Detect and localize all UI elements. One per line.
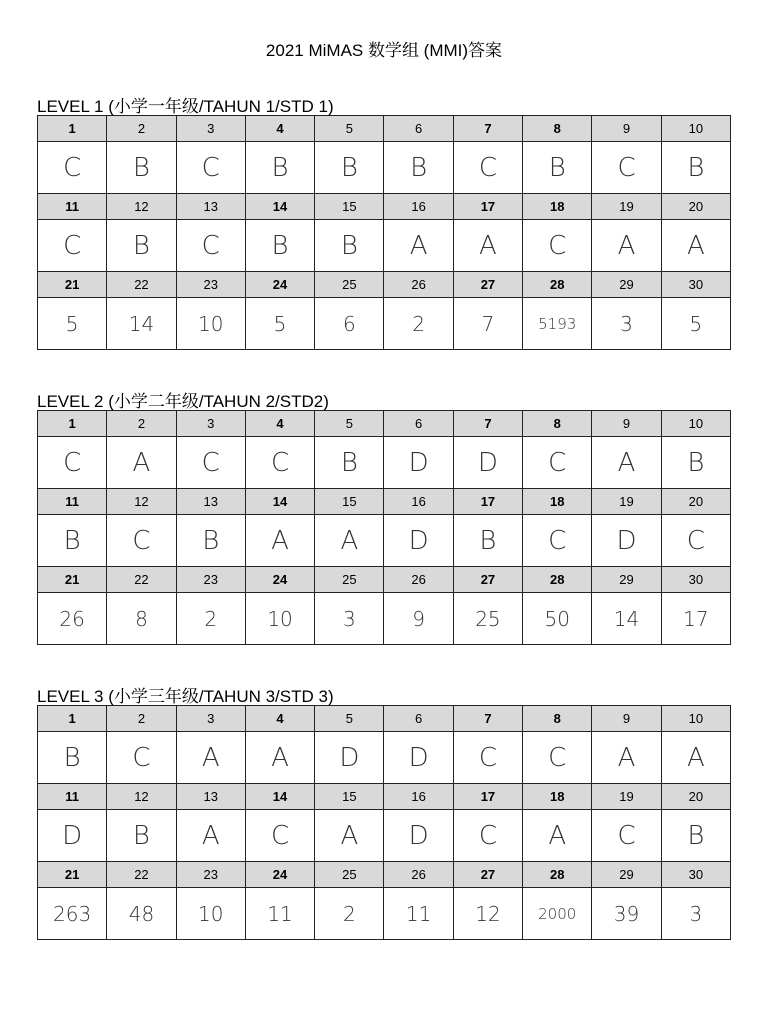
question-number-cell: 25 [315, 862, 384, 888]
question-number-cell: 29 [592, 862, 661, 888]
question-number-cell: 10 [661, 411, 730, 437]
question-number-cell: 10 [661, 116, 730, 142]
answer-row [38, 298, 731, 350]
answer-cell: B [38, 732, 107, 784]
answer-cell: 8 [107, 593, 176, 645]
answer-cell: C [453, 810, 522, 862]
answer-cell: A [315, 515, 384, 567]
answer-table [37, 705, 731, 940]
question-number-cell: 1 [38, 706, 107, 732]
answer-cell: 50 [523, 593, 592, 645]
answer-row [38, 888, 731, 940]
question-number-cell: 14 [245, 194, 314, 220]
question-number-cell: 10 [661, 706, 730, 732]
question-number-cell: 24 [245, 862, 314, 888]
answer-cell: A [176, 810, 245, 862]
question-number-cell: 25 [315, 272, 384, 298]
answer-cell: 7 [453, 298, 522, 350]
question-number-cell: 8 [523, 706, 592, 732]
answer-cell: A [384, 220, 453, 272]
question-number-cell: 8 [523, 411, 592, 437]
question-number-cell: 16 [384, 489, 453, 515]
answer-cell: 11 [245, 888, 314, 940]
question-number-cell: 14 [245, 784, 314, 810]
question-number-cell: 1 [38, 116, 107, 142]
question-number-row [38, 784, 731, 810]
question-number-cell: 5 [315, 116, 384, 142]
answer-row [38, 732, 731, 784]
question-number-cell: 23 [176, 272, 245, 298]
answer-cell: D [384, 810, 453, 862]
question-number-cell: 20 [661, 784, 730, 810]
question-number-cell: 22 [107, 567, 176, 593]
answer-cell: 14 [107, 298, 176, 350]
answer-cell: C [38, 142, 107, 194]
question-number-cell: 3 [176, 411, 245, 437]
question-number-row [38, 116, 731, 142]
answer-cell: D [384, 515, 453, 567]
question-number-cell: 20 [661, 489, 730, 515]
question-number-cell: 5 [315, 411, 384, 437]
question-number-cell: 13 [176, 784, 245, 810]
answer-cell: A [107, 437, 176, 489]
question-number-cell: 16 [384, 784, 453, 810]
answer-cell: 2 [315, 888, 384, 940]
question-number-cell: 4 [245, 411, 314, 437]
question-number-cell: 6 [384, 411, 453, 437]
level-3-section [37, 687, 731, 940]
question-number-cell: 13 [176, 194, 245, 220]
question-number-cell: 16 [384, 194, 453, 220]
question-number-row [38, 567, 731, 593]
answer-table [37, 115, 731, 350]
answer-cell: C [523, 437, 592, 489]
answer-cell: D [453, 437, 522, 489]
answer-cell: B [245, 220, 314, 272]
answer-cell: B [523, 142, 592, 194]
answer-cell: 3 [315, 593, 384, 645]
answer-cell: C [176, 142, 245, 194]
answer-cell: A [661, 732, 730, 784]
question-number-cell: 6 [384, 116, 453, 142]
level-1-section [37, 97, 731, 350]
answer-cell: C [453, 732, 522, 784]
answer-row [38, 437, 731, 489]
question-number-row [38, 862, 731, 888]
question-number-cell: 26 [384, 862, 453, 888]
answer-cell: 5 [245, 298, 314, 350]
answer-cell: B [107, 810, 176, 862]
answer-cell: 3 [661, 888, 730, 940]
answer-cell: C [176, 220, 245, 272]
question-number-cell: 22 [107, 862, 176, 888]
answer-cell: A [661, 220, 730, 272]
question-number-cell: 19 [592, 489, 661, 515]
answer-cell: 25 [453, 593, 522, 645]
answer-cell: C [523, 732, 592, 784]
answer-cell: D [384, 437, 453, 489]
answer-cell: 14 [592, 593, 661, 645]
answer-row [38, 593, 731, 645]
question-number-cell: 3 [176, 116, 245, 142]
question-number-row [38, 489, 731, 515]
question-number-cell: 17 [453, 784, 522, 810]
answer-cell: C [453, 142, 522, 194]
question-number-cell: 29 [592, 567, 661, 593]
answer-cell: B [176, 515, 245, 567]
question-number-cell: 23 [176, 862, 245, 888]
answer-row [38, 515, 731, 567]
question-number-cell: 7 [453, 116, 522, 142]
question-number-cell: 6 [384, 706, 453, 732]
answer-cell: 2 [176, 593, 245, 645]
question-number-cell: 21 [38, 567, 107, 593]
answer-cell: B [661, 810, 730, 862]
question-number-cell: 5 [315, 706, 384, 732]
question-number-row [38, 194, 731, 220]
question-number-cell: 3 [176, 706, 245, 732]
answer-cell: A [176, 732, 245, 784]
question-number-cell: 20 [661, 194, 730, 220]
question-number-cell: 9 [592, 116, 661, 142]
level-2-heading: LEVEL 2 (小学二年级/TAHUN 2/STD2) [37, 392, 329, 411]
answer-cell: B [245, 142, 314, 194]
document-title: 2021 MiMAS 数学组 (MMI)答案 [265, 41, 503, 60]
question-number-cell: 11 [38, 489, 107, 515]
answer-cell: B [661, 142, 730, 194]
question-number-cell: 21 [38, 272, 107, 298]
answer-cell: C [38, 220, 107, 272]
answer-cell: B [453, 515, 522, 567]
answer-cell: B [107, 142, 176, 194]
question-number-cell: 11 [38, 784, 107, 810]
answer-cell: 2000 [523, 888, 592, 940]
question-number-cell: 30 [661, 272, 730, 298]
answer-cell: 17 [661, 593, 730, 645]
answer-cell: D [592, 515, 661, 567]
question-number-cell: 27 [453, 567, 522, 593]
question-number-cell: 22 [107, 272, 176, 298]
answer-cell: 5193 [523, 298, 592, 350]
question-number-cell: 30 [661, 567, 730, 593]
question-number-cell: 9 [592, 706, 661, 732]
question-number-cell: 15 [315, 194, 384, 220]
question-number-cell: 19 [592, 194, 661, 220]
question-number-row [38, 411, 731, 437]
question-number-row [38, 272, 731, 298]
answer-cell: B [384, 142, 453, 194]
question-number-cell: 27 [453, 272, 522, 298]
answer-row [38, 810, 731, 862]
question-number-cell: 28 [523, 272, 592, 298]
answer-cell: C [107, 515, 176, 567]
question-number-cell: 18 [523, 194, 592, 220]
question-number-cell: 18 [523, 784, 592, 810]
answer-row [38, 142, 731, 194]
question-number-cell: 18 [523, 489, 592, 515]
question-number-cell: 29 [592, 272, 661, 298]
answer-cell: C [661, 515, 730, 567]
question-number-cell: 12 [107, 784, 176, 810]
question-number-cell: 12 [107, 194, 176, 220]
question-number-cell: 8 [523, 116, 592, 142]
question-number-cell: 28 [523, 567, 592, 593]
level-1-heading: LEVEL 1 (小学一年级/TAHUN 1/STD 1) [37, 97, 334, 116]
question-number-cell: 15 [315, 784, 384, 810]
answer-row [38, 220, 731, 272]
answer-cell: D [38, 810, 107, 862]
answer-cell: B [315, 437, 384, 489]
question-number-cell: 4 [245, 706, 314, 732]
question-number-cell: 26 [384, 272, 453, 298]
question-number-cell: 11 [38, 194, 107, 220]
question-number-cell: 12 [107, 489, 176, 515]
answer-cell: B [315, 220, 384, 272]
answer-cell: A [592, 732, 661, 784]
answer-cell: C [176, 437, 245, 489]
answer-cell: 48 [107, 888, 176, 940]
question-number-cell: 27 [453, 862, 522, 888]
answer-cell: C [523, 515, 592, 567]
question-number-cell: 7 [453, 706, 522, 732]
answer-cell: 9 [384, 593, 453, 645]
answer-cell: 11 [384, 888, 453, 940]
answer-cell: D [384, 732, 453, 784]
answer-cell: C [592, 810, 661, 862]
question-number-cell: 26 [384, 567, 453, 593]
question-number-cell: 24 [245, 272, 314, 298]
question-number-cell: 4 [245, 116, 314, 142]
answer-cell: A [592, 220, 661, 272]
answer-cell: B [38, 515, 107, 567]
question-number-cell: 1 [38, 411, 107, 437]
answer-cell: 10 [176, 298, 245, 350]
answer-cell: A [315, 810, 384, 862]
question-number-cell: 25 [315, 567, 384, 593]
question-number-cell: 30 [661, 862, 730, 888]
question-number-cell: 7 [453, 411, 522, 437]
answer-cell: 26 [38, 593, 107, 645]
question-number-cell: 2 [107, 706, 176, 732]
answer-cell: 5 [661, 298, 730, 350]
question-number-cell: 24 [245, 567, 314, 593]
question-number-cell: 2 [107, 116, 176, 142]
answer-cell: D [315, 732, 384, 784]
question-number-cell: 13 [176, 489, 245, 515]
answer-cell: A [453, 220, 522, 272]
answer-cell: C [107, 732, 176, 784]
question-number-cell: 19 [592, 784, 661, 810]
question-number-cell: 2 [107, 411, 176, 437]
answer-cell: 6 [315, 298, 384, 350]
answer-cell: C [245, 437, 314, 489]
question-number-cell: 21 [38, 862, 107, 888]
answer-cell: 10 [176, 888, 245, 940]
question-number-cell: 14 [245, 489, 314, 515]
answer-cell: A [592, 437, 661, 489]
level-2-section [37, 392, 731, 645]
answer-cell: C [523, 220, 592, 272]
question-number-cell: 9 [592, 411, 661, 437]
question-number-cell: 28 [523, 862, 592, 888]
answer-cell: C [592, 142, 661, 194]
answer-cell: B [661, 437, 730, 489]
answer-cell: B [315, 142, 384, 194]
question-number-cell: 17 [453, 489, 522, 515]
answer-cell: A [523, 810, 592, 862]
level-3-heading: LEVEL 3 (小学三年级/TAHUN 3/STD 3) [37, 687, 334, 706]
answer-cell: A [245, 515, 314, 567]
answer-cell: C [38, 437, 107, 489]
question-number-cell: 17 [453, 194, 522, 220]
answer-cell: 3 [592, 298, 661, 350]
question-number-row [38, 706, 731, 732]
answer-cell: 263 [38, 888, 107, 940]
answer-cell: 5 [38, 298, 107, 350]
answer-table [37, 410, 731, 645]
answer-cell: 2 [384, 298, 453, 350]
answer-cell: C [245, 810, 314, 862]
answer-cell: 39 [592, 888, 661, 940]
question-number-cell: 23 [176, 567, 245, 593]
answer-cell: A [245, 732, 314, 784]
question-number-cell: 15 [315, 489, 384, 515]
answer-cell: 10 [245, 593, 314, 645]
answer-cell: B [107, 220, 176, 272]
answer-cell: 12 [453, 888, 522, 940]
